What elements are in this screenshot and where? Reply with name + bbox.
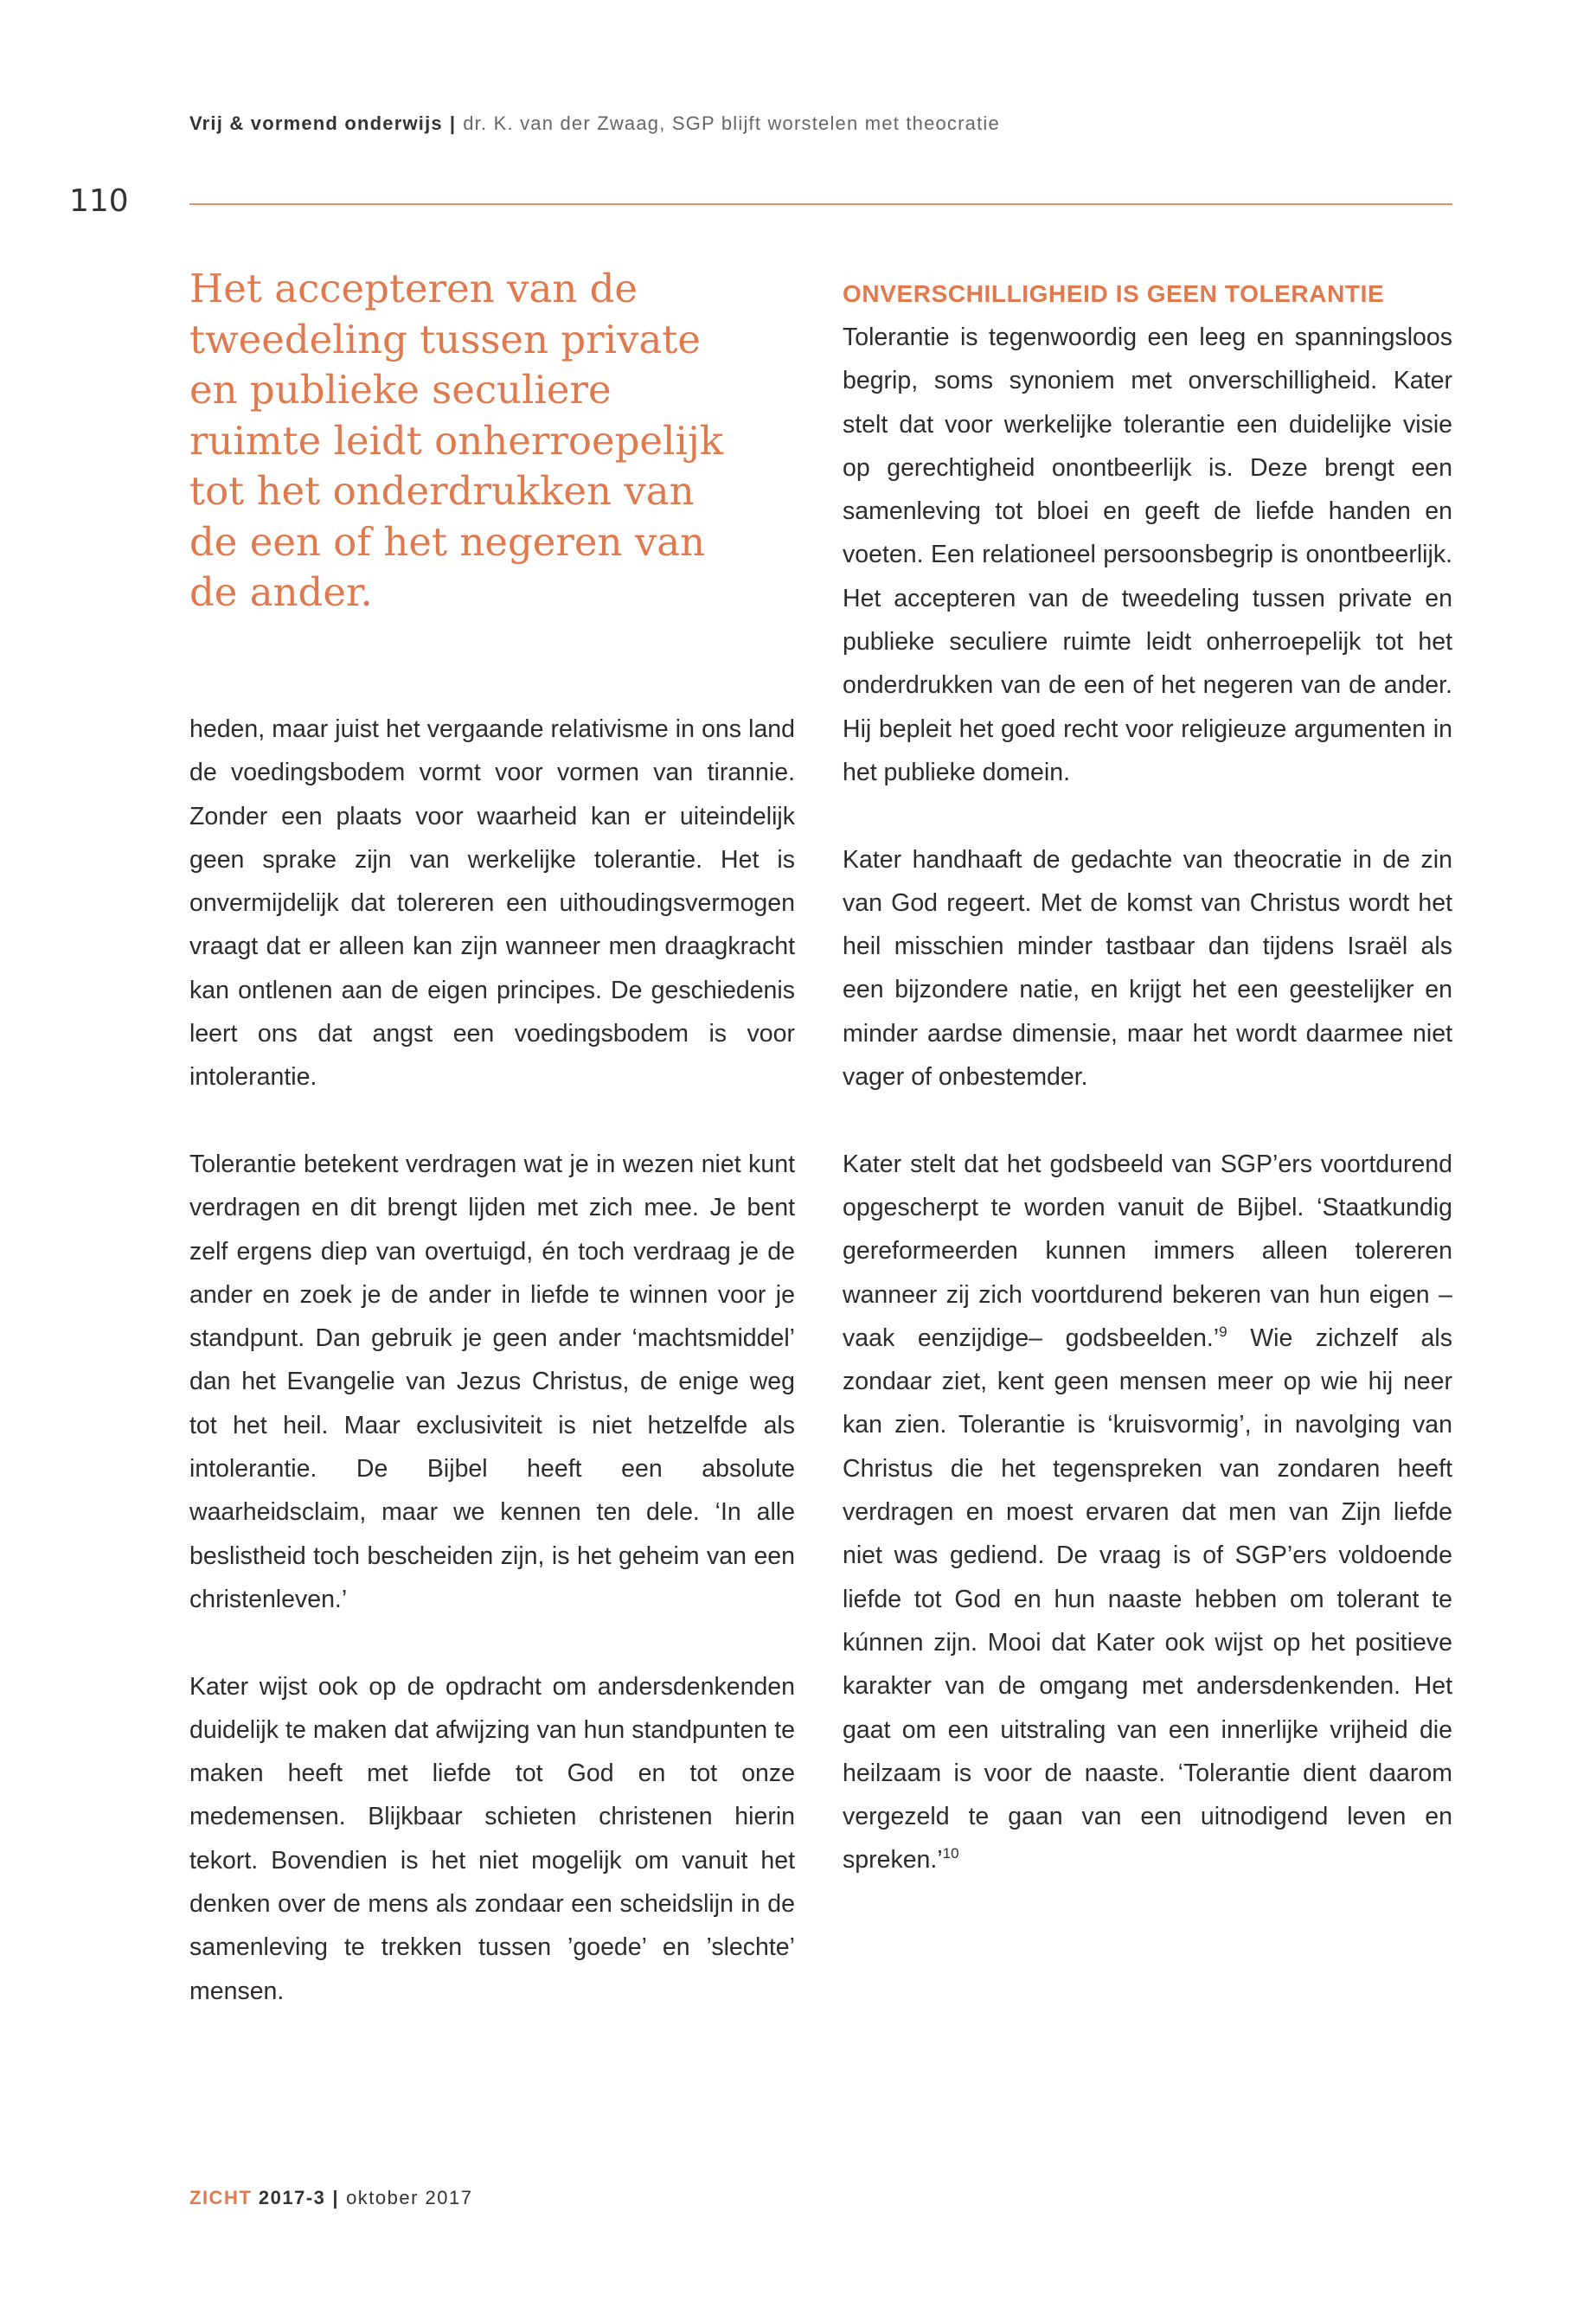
header-series: Vrij & vormend onderwijs <box>189 112 443 134</box>
pull-quote <box>189 264 795 619</box>
footer-magazine: ZICHT <box>189 2187 253 2208</box>
pull-quote-line: ruimte leidt onherroepelijk <box>189 417 724 464</box>
right-column <box>843 272 1452 1882</box>
running-header <box>189 112 1452 135</box>
pull-quote-line: de ander. <box>189 569 373 615</box>
paragraph-text: Wie zichzelf als zondaar ziet, kent geen mensen meer op wie hij neer kan zien. Tolerantie is ‘kruisvormig’, in navolging van Christus die het tegenspreken van zondaren heeft verdragen en moest ervaren dat men van Zijn liefde niet was gediend. De vraag is of SGP’ers voldoende liefde tot God en hun naaste hebben om tolerant te kúnnen zijn. Mooi dat Kater ook wijst op het positieve karakter van de omgang met andersdenkenden. Het gaat om een uitstraling van een innerlijke vrijheid die heilzaam is voor de naaste. ‘Tolerantie dient daarom vergezeld te gaan van een uitnodigend leven en spreken.’ <box>843 1324 1452 1875</box>
pull-quote-line: de een of het negeren van <box>189 518 706 565</box>
body-paragraph <box>843 1143 1452 1882</box>
body-paragraph: Kater wijst ook op de opdracht om andersdenkenden duidelijk te maken dat afwijzing van hun standpunten te maken heeft met liefde tot God en tot onze medemensen. Blijkbaar schieten christenen hierin tekort. Bovendien is het niet mogelijk om vanuit het denken over de mens als zondaar een scheidslijn in de samenleving te trekken tussen ’goede’ en ’slechte’ mensen. <box>189 1672 795 2005</box>
footnote-ref-10[interactable]: 10 <box>942 1845 959 1862</box>
page-number: 110 <box>69 183 129 219</box>
pull-quote-line: tot het onderdrukken van <box>189 468 695 514</box>
section-heading: ONVERSCHILLIGHEID IS GEEN TOLERANTIE <box>843 280 1385 307</box>
body-paragraph: Kater handhaaft de gedachte van theocratie in de zin van God regeert. Met de komst van Christus wordt het heil misschien minder tastbaar dan tijdens Israël als een bijzondere natie, en krijgt het een geestelijker en minder aardse dimensie, maar het wordt daarmee niet vager of onbestemder. <box>843 845 1452 1092</box>
body-paragraph: Tolerantie betekent verdragen wat je in wezen niet kunt verdragen en dit brengt lijden met zich mee. Je bent zelf ergens diep van overtuigd, én toch verdraag je de ander en zoek je de ander in liefde te winnen voor je standpunt. Dan gebruik je geen ander ‘machtsmiddel’ dan het Evangelie van Jezus Christus, de enige weg tot het heil. Maar exclusiviteit is niet hetzelfde als intolerantie. De Bijbel heeft een absolute waarheidsclaim, maar we kennen ten dele. ‘In alle beslistheid toch bescheiden zijn, is het geheim van een christenleven.’ <box>189 1150 795 1613</box>
pull-quote-line: Het accepteren van de <box>189 266 638 311</box>
header-rule <box>189 203 1452 205</box>
paragraph-text: Kater stelt dat het godsbeeld van SGP’ers voortdurend opgescherpt te worden vanuit de Bijbel. ‘Staatkundig gereformeerden kunnen immers alleen tolereren wanneer zij zich voortdurend bekeren van hun eigen –vaak eenzijdige– godsbeelden.’ <box>843 1150 1452 1352</box>
header-byline: dr. K. van der Zwaag, SGP blijft worstelen met theocratie <box>463 112 1000 134</box>
footer-separator: | <box>332 2187 340 2208</box>
pull-quote-line: en publieke seculiere <box>189 367 612 413</box>
body-paragraph: heden, maar juist het vergaande relativisme in ons land de voedingsbodem vormt voor vormen van tirannie. Zonder een plaats voor waarheid kan er uiteindelijk geen sprake zijn van werkelijke tolerantie. Het is onvermijdelijk dat tolereren een uithoudingsvermogen vraagt dat er alleen kan zijn wanneer men draagkracht kan ontlenen aan de eigen principes. De geschiedenis leert ons dat angst een voedingsbodem is voor intolerantie. <box>189 715 795 1092</box>
left-column <box>189 708 795 2013</box>
footer-issue: 2017-3 <box>258 2187 326 2208</box>
pull-quote-line: tweedeling tussen private <box>189 316 702 362</box>
footnote-ref-9[interactable]: 9 <box>1219 1323 1227 1340</box>
footer-date: oktober 2017 <box>346 2187 473 2208</box>
page-footer <box>189 2187 473 2209</box>
header-separator: | <box>449 112 457 134</box>
body-paragraph: Tolerantie is tegenwoordig een leeg en spanningsloos begrip, soms synoniem met onverschilligheid. Kater stelt dat voor werkelijke tolerantie een duidelijke visie op gerechtigheid onontbeerlijk is. Deze brengt een samenleving tot bloei en geeft de liefde handen en voeten. Een relationeel persoonsbegrip is onontbeerlijk. Het accepteren van de tweedeling tussen private en publieke seculiere ruimte leidt onherroepelijk tot het onderdrukken van de een of het negeren van de ander. Hij bepleit het goed recht voor religieuze argumenten in het publieke domein. <box>843 324 1452 786</box>
